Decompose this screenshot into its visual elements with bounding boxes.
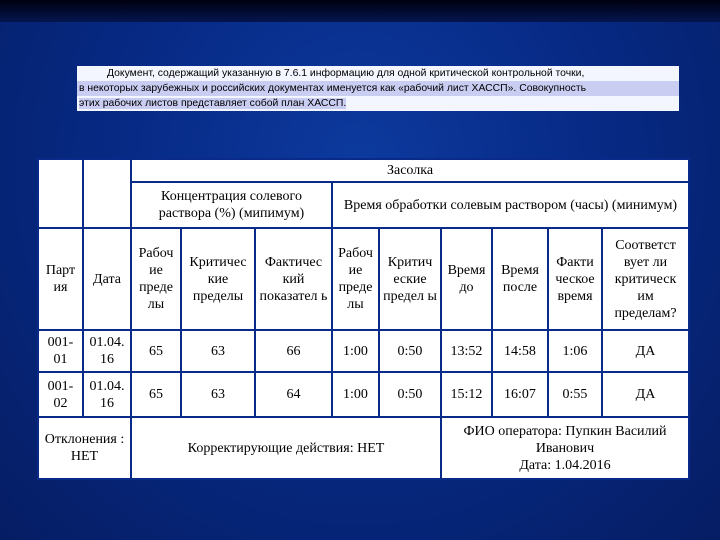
caption-line-1: Документ, содержащий указанную в 7.6.1 информацию для одной критической контрольной точки, (107, 68, 585, 79)
cell-date: 01.04. 16 (83, 330, 131, 372)
cell-conc-work: 65 (131, 330, 181, 372)
cell-time-work: 1:00 (332, 330, 379, 372)
group-header-concentration: Концентрация солевого раствора (%) (мипимум) (131, 182, 332, 228)
header-time-actual: Факти ческое время (548, 228, 602, 330)
header-time-work-limits: Рабоч ие преде лы (332, 228, 379, 330)
corner-cell (83, 159, 131, 228)
top-bar (0, 0, 720, 22)
caption-line-3: этих рабочих листов представляет собой план ХАССП. (79, 98, 347, 109)
caption-line-2: в некоторых зарубежных и российских документах именуется как «рабочий лист ХАССП». Совокупность (77, 81, 679, 96)
cell-conc-actual: 66 (255, 330, 332, 372)
deviations-note: Отклонения : НЕТ (38, 417, 131, 479)
cell-time-work: 1:00 (332, 372, 379, 417)
cell-time-after: 14:58 (492, 330, 548, 372)
table-row (38, 372, 689, 417)
header-time-after: Время после (492, 228, 548, 330)
cell-compliance: ДА (602, 330, 689, 372)
operator-name: ФИО оператора: Пупкин Василий Иванович (463, 423, 667, 456)
header-conc-critical-limits: Критичес кие пределы (181, 228, 255, 330)
header-conc-actual: Фактичес кий показател ь (255, 228, 332, 330)
corrective-actions-note: Корректирующие действия: НЕТ (131, 417, 441, 479)
corner-cell (38, 159, 83, 228)
cell-conc-critical: 63 (181, 330, 255, 372)
group-header-time: Время обработки солевым раствором (часы) (минимум) (332, 182, 689, 228)
header-compliance: Соответст вует ли критическ им пределам? (602, 228, 689, 330)
table-title: Засолка (131, 159, 689, 182)
cell-time-after: 16:07 (492, 372, 548, 417)
cell-time-actual: 1:06 (548, 330, 602, 372)
cell-party: 001- 02 (38, 372, 83, 417)
cell-compliance: ДА (602, 372, 689, 417)
table-row (38, 330, 689, 372)
header-conc-work-limits: Рабоч ие преде лы (131, 228, 181, 330)
cell-party: 001- 01 (38, 330, 83, 372)
header-date: Дата (83, 228, 131, 330)
sign-date: Дата: 1.04.2016 (519, 457, 611, 473)
operator-block (441, 417, 689, 479)
cell-conc-critical: 63 (181, 372, 255, 417)
cell-conc-work: 65 (131, 372, 181, 417)
header-time-before: Время до (441, 228, 492, 330)
header-time-critical-limits: Критич еские предел ы (379, 228, 441, 330)
cell-time-actual: 0:55 (548, 372, 602, 417)
haccp-table (37, 158, 690, 480)
cell-time-critical: 0:50 (379, 330, 441, 372)
cell-time-before: 15:12 (441, 372, 492, 417)
caption-text (77, 66, 679, 111)
cell-date: 01.04. 16 (83, 372, 131, 417)
haccp-worksheet (37, 158, 688, 478)
cell-conc-actual: 64 (255, 372, 332, 417)
cell-time-before: 13:52 (441, 330, 492, 372)
header-party: Парт ия (38, 228, 83, 330)
cell-time-critical: 0:50 (379, 372, 441, 417)
